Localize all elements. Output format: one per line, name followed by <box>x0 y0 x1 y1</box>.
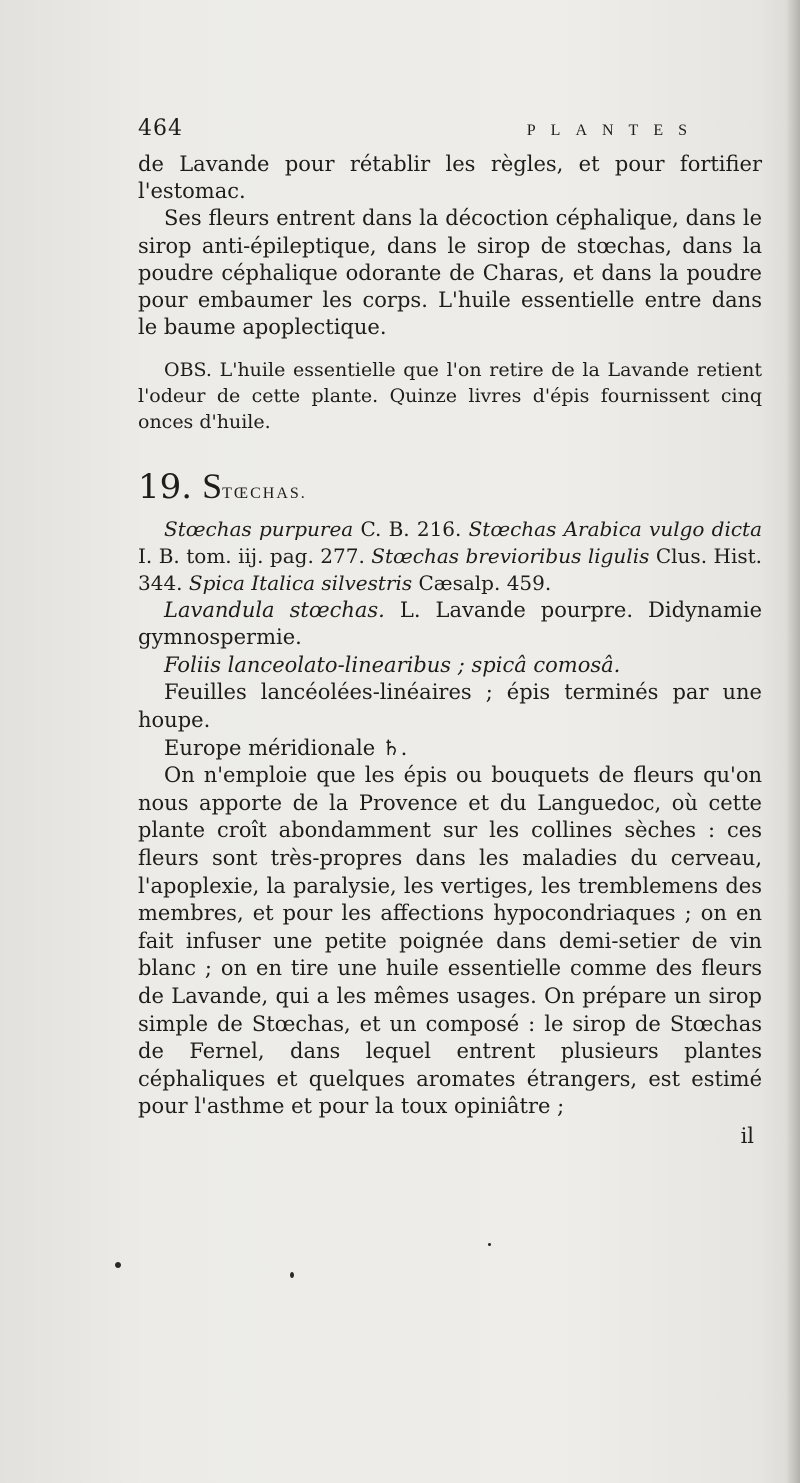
entry-title-initial: S <box>202 466 223 507</box>
linnaean-name: Lavandula stœchas. <box>164 597 385 622</box>
entry-title <box>202 466 307 507</box>
intro-paragraph-2: Ses fleurs entrent dans la décoction céphalique, dans le sirop anti-épileptique, dans le sirop de stœchas, dans la poudre céphalique odorante de Charas, et dans la poudre pour embaumer les corps. L'huile essentielle entre dans le baume apoplectique. <box>138 206 762 340</box>
ink-speck <box>290 1272 294 1278</box>
obs-label: OBS. <box>164 359 212 382</box>
synonym-3-ref: Clus. Hist. 344. <box>138 543 763 595</box>
synonym-1-name: Stœchas purpurea <box>164 516 354 541</box>
page-edge-shadow <box>786 0 800 1483</box>
page-number: 464 <box>138 116 183 141</box>
linnaean-text: L. Lavande pourpre. Didynamie gymnospermie. <box>138 597 762 650</box>
obs-text: L'huile essentielle que l'on retire de la Lavande retient l'odeur de cette plante. Quinze livres d'épis fournissent cinq onces d'huile. <box>138 359 762 434</box>
synonym-2-name: Stœchas Arabica vulgo dicta <box>468 516 762 541</box>
french-description: Feuilles lancéolées-linéaires ; épis terminés par une houpe. <box>138 680 762 732</box>
running-head: PLANTES <box>526 122 702 139</box>
page-text-block <box>138 115 762 1151</box>
entry-number: 19. <box>138 467 193 508</box>
ink-speck <box>488 1243 491 1246</box>
latin-description: Foliis lanceolato-linearibus ; spicâ comosâ. <box>164 652 621 677</box>
catchword: il <box>740 1123 754 1148</box>
synonym-1-ref: C. B. 216. <box>360 516 462 541</box>
synonym-2-ref: I. B. tom. iij. pag. 277. <box>138 543 365 568</box>
obs-paragraph <box>138 357 762 435</box>
synonyms-paragraph <box>138 516 762 597</box>
linnaeus-paragraph <box>138 597 762 652</box>
synonym-3-name: Stœchas brevioribus ligulis <box>371 543 650 568</box>
ink-speck <box>115 1262 121 1268</box>
usage-paragraph: On n'emploie que les épis ou bouquets de fleurs qu'on nous apporte de la Provence et du Languedoc, où cette plante croît abondamment sur les collines sèches : ces fleurs sont très-propres dans les maladies du cerveau, l'apoplexie, la paralysie, les vertiges, les tremblemens des membres, et pour les affections hypocondriaques ; on en fait infuser une petite poignée dans demi-setier de vin blanc ; on en tire une huile essentielle comme des fleurs de Lavande, qui a les mêmes usages. On prépare un sirop simple de Stœchas, et un composé : le sirop de Stœchas de Fernel, dans lequel entrent plusieurs plantes céphaliques et quelques aromates étrangers, est estimé pour l'asthme et pour la toux opiniâtre ; <box>138 763 762 1119</box>
entry-heading <box>138 466 762 508</box>
entry-title-rest: TŒCHAS. <box>222 485 307 503</box>
page-header <box>138 115 762 145</box>
synonym-4-name: Spica Italica silvestris <box>188 570 413 595</box>
intro-paragraph-1: de Lavande pour rétablir les règles, et pour fortifier l'estomac. <box>138 152 762 204</box>
synonym-4-ref: Cæsalp. 459. <box>418 570 552 595</box>
habitat-line: Europe méridionale ♄. <box>164 735 408 760</box>
